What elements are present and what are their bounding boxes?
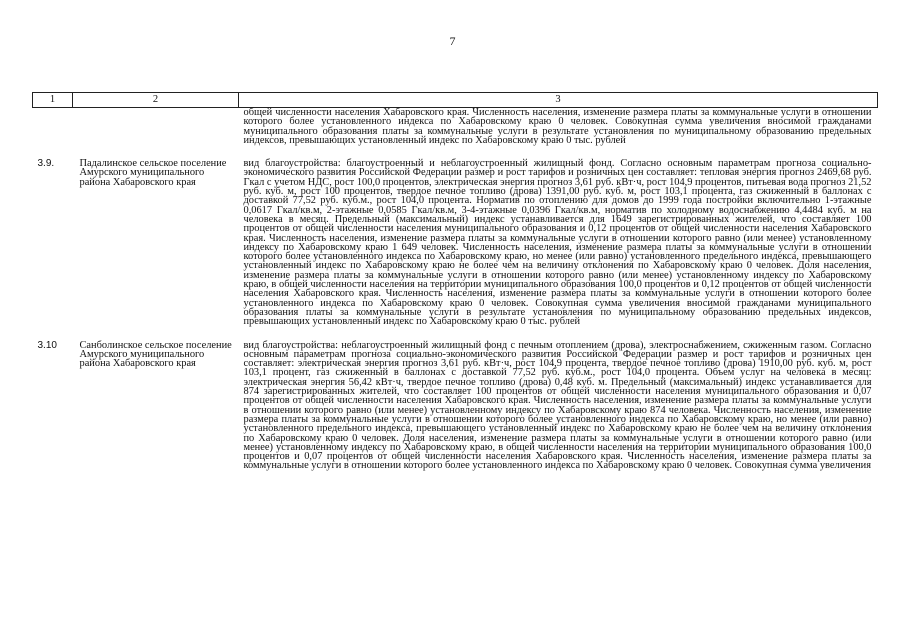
header-col-1: 1 [33,93,73,108]
row-number: 3.9. [37,158,55,170]
header-col-2: 2 [73,93,239,108]
row-description: общей численности населения Хабаровского края. Численность населения, изменение размера платы за коммунальные услуги в отношении которого более установленного индекса по Хабаровскому краю 0 человек. Совокупная сумма увеличения вносимой гражданами муниципального образования платы за коммунальные услуги в результате установления по муниципальному образованию предельных индексов, превышающих установленный индекс по Хабаровскому краю 0 тыс. рублей [243,107,872,146]
table-row [33,159,878,326]
row-spacer [33,327,878,341]
municipality-name [73,108,239,146]
municipality-name: Падалинское сельское поселение Амурского муниципального района Хабаровского края [79,158,227,188]
row-number: 3.10 [37,339,57,351]
row-spacer [33,145,878,159]
table-row [33,108,878,146]
header-col-3: 3 [239,93,878,108]
page-number: 7 [449,34,456,48]
row-number [33,108,73,146]
row-description: вид благоустройства: неблагоустроенный жилищный фонд с печным отоплением (дрова), электроснабжением, сжиженным газом. Согласно основным параметрам прогноза социально-экономического развития Российской Федерации размер и рост тарифов и розничных цен составляет: электрическая энергия прогноз 3,61 руб. кВт·ч, рост 104,9 процента, твердое печное топливо (дрова) 1910,00 руб. куб. м, рост 103,1 процент, газ сжиженный в баллонах с доставкой 77,52 руб. куб.м., рост 104,0 процента. Объем услуг на человека в месяц: электрическая энергия 56,42 кВт·ч, твердое печное топливо (дрова) 0,48 куб. м. Предельный (максимальный) индекс устанавливается для 874 зарегистрированных жителей, что составляет 100 процентов от общей численности населения муниципального образования и 0,07 процентов от общей численности населения Хабаровского края. Численность населения, изменение размера платы за коммунальные услуги в отношении которого равно (или менее) установленному индексу по Хабаровскому краю 874 человека. Численность населения, изменение размера платы за коммунальные услуги в отношении которого более установленного индекса по Хабаровскому краю, но менее (или равно) установленного предельного индекса, превышающего установленный индекс по Хабаровскому краю не более чем на величину отклонения по Хабаровскому краю 0 человек. Доля населения, изменение размера платы за коммунальные услуги в отношении которого равно (или менее) установленному индексу по Хабаровскому краю, в общей численности населения на территории муниципального образования 100,0 процентов и 0,07 процентов от общей численности населения Хабаровского края. Численность населения, изменение размера платы за коммунальные услуги в отношении которого более установленного индекса по Хабаровскому краю 0 человек. Совокупная сумма увеличения [243,339,872,472]
municipality-name: Санболинское сельское поселение Амурского муниципального района Хабаровского края [79,339,232,370]
tariff-index-table [32,92,878,471]
table-header-row [33,93,878,108]
row-description: вид благоустройства: благоустроенный и неблагоустроенный жилищный фонд. Согласно основным параметрам прогноза социально-экономического развития Российской Федерации размер и рост тарифов и розничных цен составляет: тепловая энергия прогноз 2469,68 руб. Гкал с учетом НДС, рост 100,0 процентов, электрическая энергия прогноз 3,61 руб. кВт·ч, рост 104,9 процентов, питьевая вода прогноз 21,52 руб. куб. м, рост 100 процентов, твердое печное топливо (дрова) 1391,00 руб. куб. м, рост 103,1 процента, газ сжиженный в баллонах с доставкой 77,52 руб. куб.м., рост 104,0 процента. Норматив по отоплению для домов до 1999 года постройки включительно 1-этажные 0,0617 Гкал/кв.м, 2-этажные 0,0585 Гкал/кв.м, 3-4-этажные 0,0396 Гкал/кв.м, норматив по холодному водоснабжению 4,4484 куб. м на человека в месяц. Предельный (максимальный) индекс устанавливается для 1649 зарегистрированных жителей, что составляет 100 процентов от общей численности населения муниципального образования и 0,12 процентов от общей численности населения Хабаровского края. Численность населения, изменение размера платы за коммунальные услуги в отношении которого равно (или менее) установленному индексу по Хабаровскому краю 1 649 человек. Численность населения, изменение размера платы за коммунальные услуги в отношении которого более установленного индекса по Хабаровскому краю, но менее (или равно) установленного предельного индекса, превышающего установленный индекс по Хабаровскому краю не более чем на величину отклонения по Хабаровскому краю 0 человек. Доля населения, изменение размера платы за коммунальные услуги в отношении которого равно (или менее) установленному индексу по Хабаровскому краю, в общей численности населения на территории муниципального образования 100,0 процентов и 0,12 процентов от общей численности населения Хабаровского края. Численность населения, изменение размера платы за коммунальные услуги в отношении которого более установленного индекса по Хабаровскому краю 0 человек. Совокупная сумма увеличения вносимой гражданами муниципального образования платы за коммунальные услуги в результате установления по муниципальному образованию предельных индексов, превышающих установленный индекс по Хабаровскому краю 0 тыс. рублей [243,158,872,328]
table-row [33,341,878,471]
